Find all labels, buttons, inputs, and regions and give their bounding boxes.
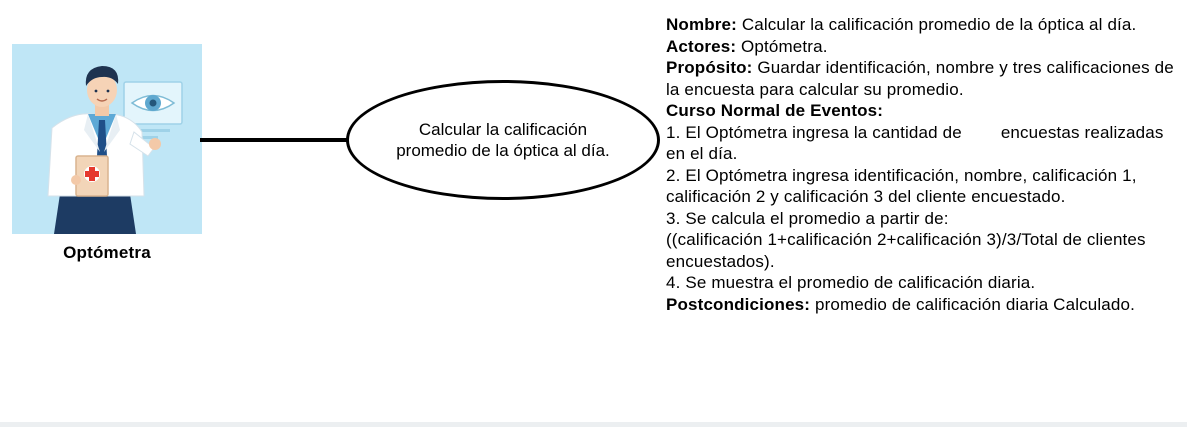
spec-curso (666, 100, 1184, 122)
spec-curso-label: Curso Normal de Eventos: (666, 101, 884, 120)
actor-optometrist-image (12, 44, 202, 234)
spec-step-1-part1: 1. El Optómetra ingresa la cantidad de (666, 122, 962, 142)
spec-post-value: promedio de calificación diaria Calculado. (810, 294, 1135, 314)
spec-nombre-label: Nombre: (666, 15, 737, 34)
use-case-text: Calcular la calificación promedio de la óptica al día. (396, 120, 610, 160)
spec-step-3-line1: 3. Se calcula el promedio a partir de: (666, 208, 949, 228)
spec-proposito (666, 57, 1184, 100)
spec-step-3-line2: ((calificación 1+calificación 2+calificación 3)/3/Total de clientes encuestados). (666, 230, 1146, 271)
spec-actores-value: Optómetra. (736, 36, 828, 56)
spec-step-4: 4. Se muestra el promedio de calificación diaria. (666, 273, 1036, 292)
spec-step-1 (666, 122, 1184, 165)
spec-proposito-label: Propósito: (666, 58, 753, 77)
spec-actores (666, 36, 1184, 58)
bottom-strip (0, 422, 1187, 427)
optometrist-icon (12, 44, 202, 234)
spec-post-label: Postcondiciones: (666, 294, 811, 314)
use-case-ellipse (346, 80, 660, 200)
use-case-specification (666, 14, 1184, 315)
spec-step-2: 2. El Optómetra ingresa identificación, nombre, calificación 1, calificación 2 y calificación 3 del cliente encuestado. (666, 165, 1137, 206)
association-line (200, 138, 348, 142)
spec-actores-label: Actores: (666, 36, 737, 56)
spec-nombre (666, 14, 1184, 36)
spec-nombre-value: Calcular la calificación promedio de la óptica al día. (736, 15, 1137, 34)
spec-step-1-part2: encuestas realizadas en el día. (666, 122, 1164, 163)
spec-proposito-value: Guardar identificación, nombre y tres calificaciones de la encuesta para calcular su promedio. (666, 58, 1174, 99)
spec-postcondiciones (666, 294, 1184, 316)
actor-label: Optómetra (63, 243, 151, 262)
